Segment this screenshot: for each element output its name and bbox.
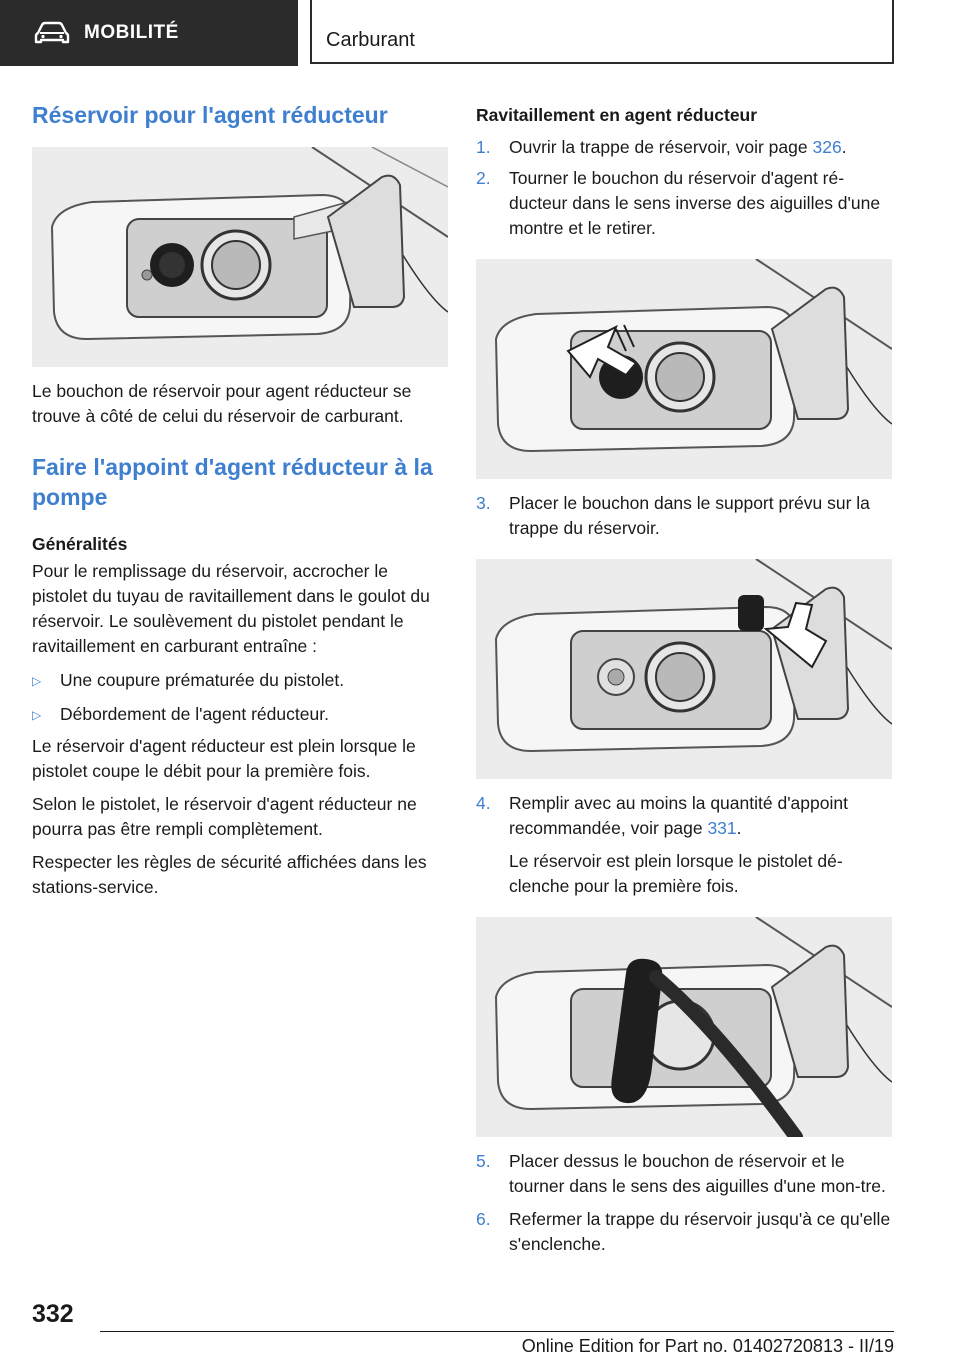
figure-filler-caps	[32, 147, 448, 367]
step-number: 1.	[476, 137, 491, 157]
header-section-tab	[0, 0, 298, 66]
section-label: MOBILITÉ	[84, 22, 179, 43]
step-item	[476, 1149, 892, 1199]
chapter-label: Carburant	[326, 29, 415, 51]
car-icon	[34, 21, 70, 45]
step-item	[476, 1207, 892, 1257]
section-title-reservoir: Réservoir pour l'agent réducteur	[32, 102, 388, 128]
paragraph-safety: Respecter les règles de sécurité affichées dans les stations-service.	[32, 852, 427, 897]
step-text: Placer dessus le bouchon de réservoir et le tourner dans le sens des aiguilles d'une mon‐tre.	[509, 1151, 886, 1196]
step-text: Tourner le bouchon du réservoir d'agent ré‐ducteur dans le sens inverse des aiguilles d'une montre et le retirer.	[509, 168, 881, 238]
subheading-general: Généralités	[32, 534, 128, 554]
step-text: Ouvrir la trappe de réservoir, voir page	[509, 137, 813, 157]
page-link-326[interactable]: 326	[812, 137, 842, 157]
step-number: 6.	[476, 1209, 491, 1229]
figure-cap-holder	[476, 559, 892, 779]
step-number: 5.	[476, 1151, 491, 1171]
step-text: Placer le bouchon dans le support prévu sur la trappe du réservoir.	[509, 493, 870, 538]
bullet-item	[32, 668, 448, 694]
paragraph-full: Le réservoir d'agent réducteur est plein lorsque le pistolet coupe le débit pour la première fois.	[32, 736, 416, 781]
paragraph-general: Pour le remplissage du réservoir, accrocher le pistolet du tuyau de ravitaillement dans le goulot du réservoir. Le soulèvement du pistolet pendant le ravitaillement en carburant entraîne :	[32, 561, 430, 656]
step-text: Remplir avec au moins la quantité d'appoint recommandée, voir page	[509, 793, 848, 838]
step-note	[476, 849, 892, 899]
bullet-text: Débordement de l'agent réducteur.	[60, 704, 329, 724]
step-item	[476, 166, 892, 241]
caption-reservoir: Le bouchon de réservoir pour agent réducteur se trouve à côté de celui du réservoir de carburant.	[32, 381, 412, 426]
triangle-bullet-icon: ▷	[32, 674, 42, 688]
footer-edition: Online Edition for Part no. 01402720813 - II/19	[521, 1336, 894, 1356]
footer-divider	[100, 1331, 894, 1332]
figure-pistol-inserted	[476, 917, 892, 1137]
section-title-pump: Faire l'appoint d'agent réducteur à la pompe	[32, 454, 433, 510]
chapter-tab	[310, 0, 894, 64]
step-item: 1. Ouvrir la trappe de réservoir, voir page 326.	[476, 135, 892, 160]
step-number: 4.	[476, 793, 491, 813]
step-number: 3.	[476, 493, 491, 513]
step-note-text: Le réservoir est plein lorsque le pistolet dé‐clenche pour la première fois.	[509, 851, 843, 896]
left-column	[32, 100, 448, 900]
page-link-331[interactable]: 331	[707, 818, 737, 838]
bullet-item	[32, 702, 448, 728]
bullet-text: Une coupure prématurée du pistolet.	[60, 670, 345, 690]
page-number: 332	[32, 1300, 74, 1328]
step-item	[476, 491, 892, 541]
step-number: 2.	[476, 168, 491, 188]
step-item: 4. Remplir avec au moins la quantité d'appoint recommandée, voir page 331.	[476, 791, 892, 841]
step-text: Refermer la trappe du réservoir jusqu'à ce qu'elle s'enclenche.	[509, 1209, 891, 1254]
right-column	[476, 100, 892, 1257]
paragraph-pistol: Selon le pistolet, le réservoir d'agent réducteur ne pourra pas être rempli complètement.	[32, 794, 417, 839]
figure-turn-cap	[476, 259, 892, 479]
triangle-bullet-icon: ▷	[32, 708, 42, 722]
procedure-heading: Ravitaillement en agent réducteur	[476, 105, 758, 125]
